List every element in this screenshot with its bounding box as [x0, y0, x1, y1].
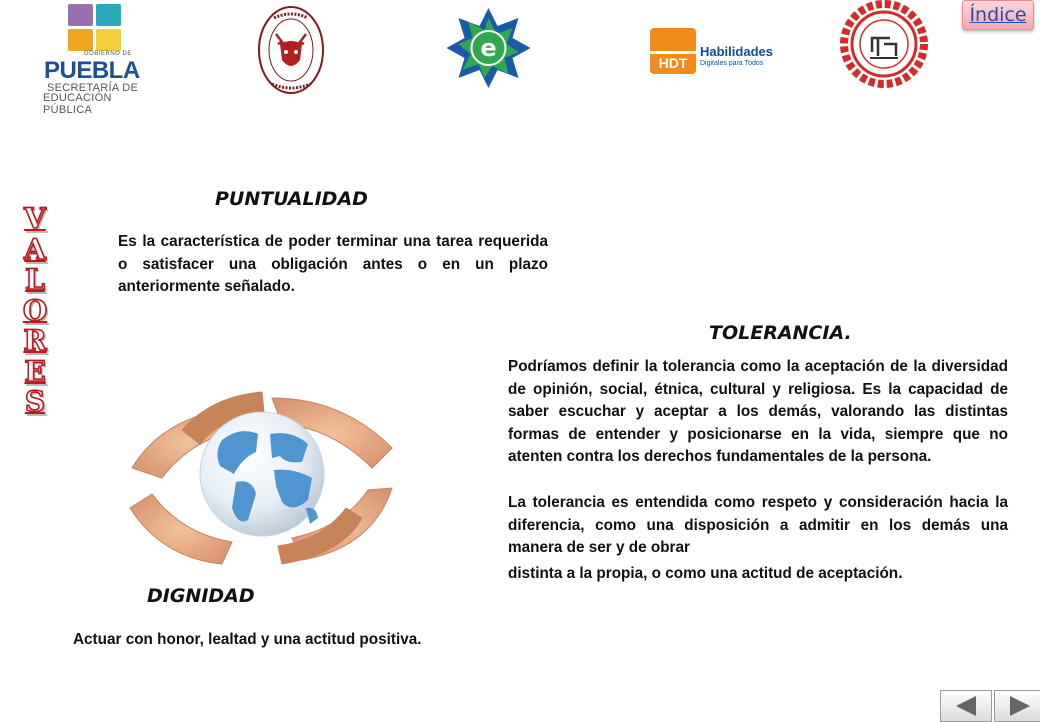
puebla-secretaria-text: SECRETARÍA DE — [47, 82, 139, 94]
valores-letter: O — [22, 293, 48, 327]
tolerancia-paragraph-2-end — [508, 562, 1008, 586]
tolerancia-paragraph-2-end-punct: . — [898, 563, 903, 582]
puebla-squares-icon — [68, 4, 124, 52]
e-star-logo — [441, 6, 536, 90]
puebla-educacion-text: EDUCACIÓN PÚBLICA — [43, 92, 112, 116]
dignidad-heading: DIGNIDAD — [147, 585, 255, 607]
puebla-gobierno-text: GOBIERNO DE — [84, 51, 132, 57]
puebla-name-text: PUEBLA — [44, 57, 140, 84]
triangle-right-icon — [1008, 695, 1032, 717]
puntualidad-text: Es la característica de poder terminar una tarea requerida o satisfacer una obligación antes o en un plazo anteriormente señalado. — [118, 233, 548, 295]
dignidad-text: Actuar con honor, lealtad y una actitud positiva. — [73, 631, 422, 648]
valores-letter: A — [24, 232, 46, 266]
svg-text:e: e — [480, 34, 497, 62]
valores-letter: L — [25, 263, 45, 296]
tolerancia-heading: TOLERANCIA. — [709, 322, 852, 344]
hdt-habilidades-digitales-logo — [648, 26, 773, 78]
puebla-sep-logo — [40, 4, 162, 116]
valores-letter: V — [24, 202, 46, 235]
hdt-title-text: Habilidades — [700, 44, 773, 59]
globe-hands-image — [122, 378, 402, 568]
tolerancia-paragraph-2-end-text: distinta a la propia, o como una actitud de aceptación — [508, 565, 899, 582]
index-button[interactable] — [962, 0, 1034, 30]
index-link-label[interactable]: Índice — [969, 4, 1027, 26]
gear-seal-logo — [836, 0, 932, 88]
tolerancia-paragraph-2: La tolerancia es entendida como respeto y consideración hacia la diferencia, como una disposición a admitir en los demás una manera de ser y de obrar — [508, 494, 1008, 556]
triangle-left-icon — [954, 695, 978, 717]
hdt-mark-text: HDT — [658, 55, 688, 71]
hdt-subtitle-text: Digitales para Todos — [700, 60, 764, 67]
valores-letter: E — [24, 354, 46, 388]
tolerancia-paragraph-1: Podríamos definir la tolerancia como la aceptación de la diversidad de opinión, social, étnica, cultural y religiosa. Es la capacidad de saber escuchar y aceptar a los demás, valorando las distintas formas de entender y posicionarse en la vida, siempre que no atenten contra los derechos fundamentales de la persona. — [508, 358, 1008, 465]
puntualidad-heading: PUNTUALIDAD — [215, 188, 368, 210]
valores-vertical-title — [24, 204, 46, 418]
previous-slide-button[interactable] — [940, 690, 992, 722]
escuelas-secundarias-tecnicas-seal — [256, 4, 326, 96]
valores-letter: R — [23, 324, 47, 357]
hdt-mark-icon — [650, 28, 696, 74]
next-slide-button[interactable] — [994, 690, 1040, 722]
valores-letter: S — [24, 385, 46, 418]
